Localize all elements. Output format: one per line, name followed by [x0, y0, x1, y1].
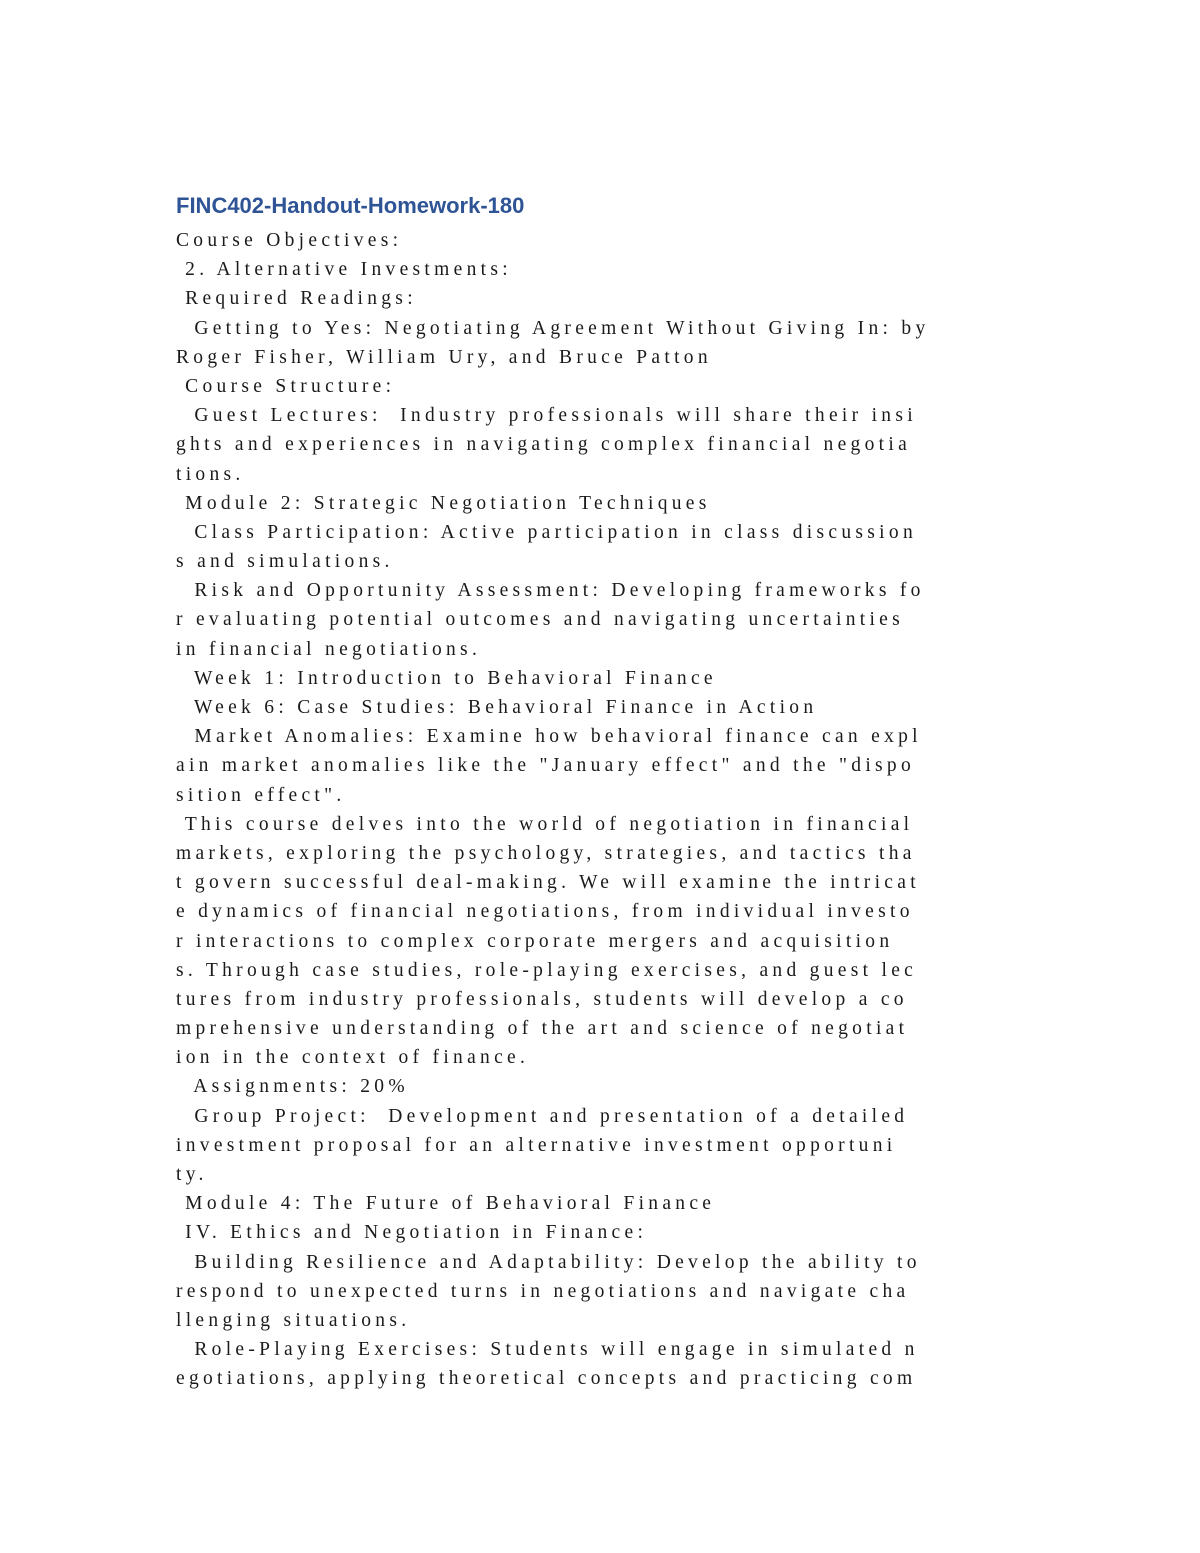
body-line: s and simulations. — [176, 551, 394, 573]
body-line: ain market anomalies like the "January effect" and the "dispo — [176, 755, 916, 777]
body-line: in financial negotiations. — [176, 638, 482, 660]
body-line: investment proposal for an alternative investment opportuni — [176, 1134, 897, 1156]
body-line: IV. Ethics and Negotiation in Finance: — [176, 1222, 648, 1244]
body-line: t govern successful deal-making. We will examine the intricat — [176, 872, 920, 894]
body-line: Required Readings: — [176, 288, 417, 310]
body-line: tures from industry professionals, students will develop a co — [176, 988, 908, 1010]
document-title: FINC402-Handout-Homework-180 — [176, 193, 525, 218]
body-line: Building Resilience and Adaptability: Develop the ability to — [176, 1251, 921, 1273]
body-line: respond to unexpected turns in negotiations and navigate cha — [176, 1280, 910, 1302]
body-line: tions. — [176, 463, 245, 485]
body-line: r interactions to complex corporate mergers and acquisition — [176, 930, 894, 952]
body-line: egotiations, applying theoretical concepts and practicing com — [176, 1368, 917, 1390]
body-line: mprehensive understanding of the art and science of negotiat — [176, 1018, 909, 1040]
body-line: Week 1: Introduction to Behavioral Finance — [176, 667, 717, 689]
body-line: llenging situations. — [176, 1309, 411, 1331]
body-line: Week 6: Case Studies: Behavioral Finance in Action — [176, 697, 818, 718]
body-line: ty. — [176, 1164, 208, 1185]
body-line: Module 2: Strategic Negotiation Techniques — [176, 492, 711, 514]
body-line: Market Anomalies: Examine how behavioral finance can expl — [176, 726, 922, 748]
body-line: Module 4: The Future of Behavioral Finance — [176, 1193, 716, 1215]
body-line: Course Structure: — [176, 375, 396, 397]
body-line: Getting to Yes: Negotiating Agreement Without Giving In: by — [176, 317, 930, 339]
body-line: ion in the context of finance. — [176, 1047, 530, 1069]
body-line: ghts and experiences in navigating complex financial negotia — [176, 434, 912, 456]
body-line: 2. Alternative Investments: — [176, 259, 512, 281]
body-line: Role-Playing Exercises: Students will engage in simulated n — [176, 1339, 919, 1361]
body-line: Assignments: 20% — [176, 1076, 409, 1098]
body-line: This course delves into the world of negotiation in financial — [176, 813, 914, 835]
document-body — [176, 226, 1036, 1394]
body-line: Roger Fisher, William Ury, and Bruce Patton — [176, 346, 712, 368]
body-line: Risk and Opportunity Assessment: Developing frameworks fo — [176, 580, 925, 602]
body-line: Guest Lectures: Industry professionals will share their insi — [176, 405, 917, 427]
body-line: Class Participation: Active participation in class discussion — [176, 521, 917, 543]
body-line: sition effect". — [176, 784, 346, 806]
body-line: s. Through case studies, role-playing exercises, and guest lec — [176, 959, 918, 981]
body-line: Course Objectives: — [176, 230, 403, 251]
body-line: Group Project: Development and presentation of a detailed — [176, 1105, 909, 1127]
body-line: r evaluating potential outcomes and navigating uncertainties — [176, 609, 905, 631]
body-line: e dynamics of financial negotiations, from individual investo — [176, 901, 914, 923]
body-line: markets, exploring the psychology, strategies, and tactics tha — [176, 842, 916, 864]
